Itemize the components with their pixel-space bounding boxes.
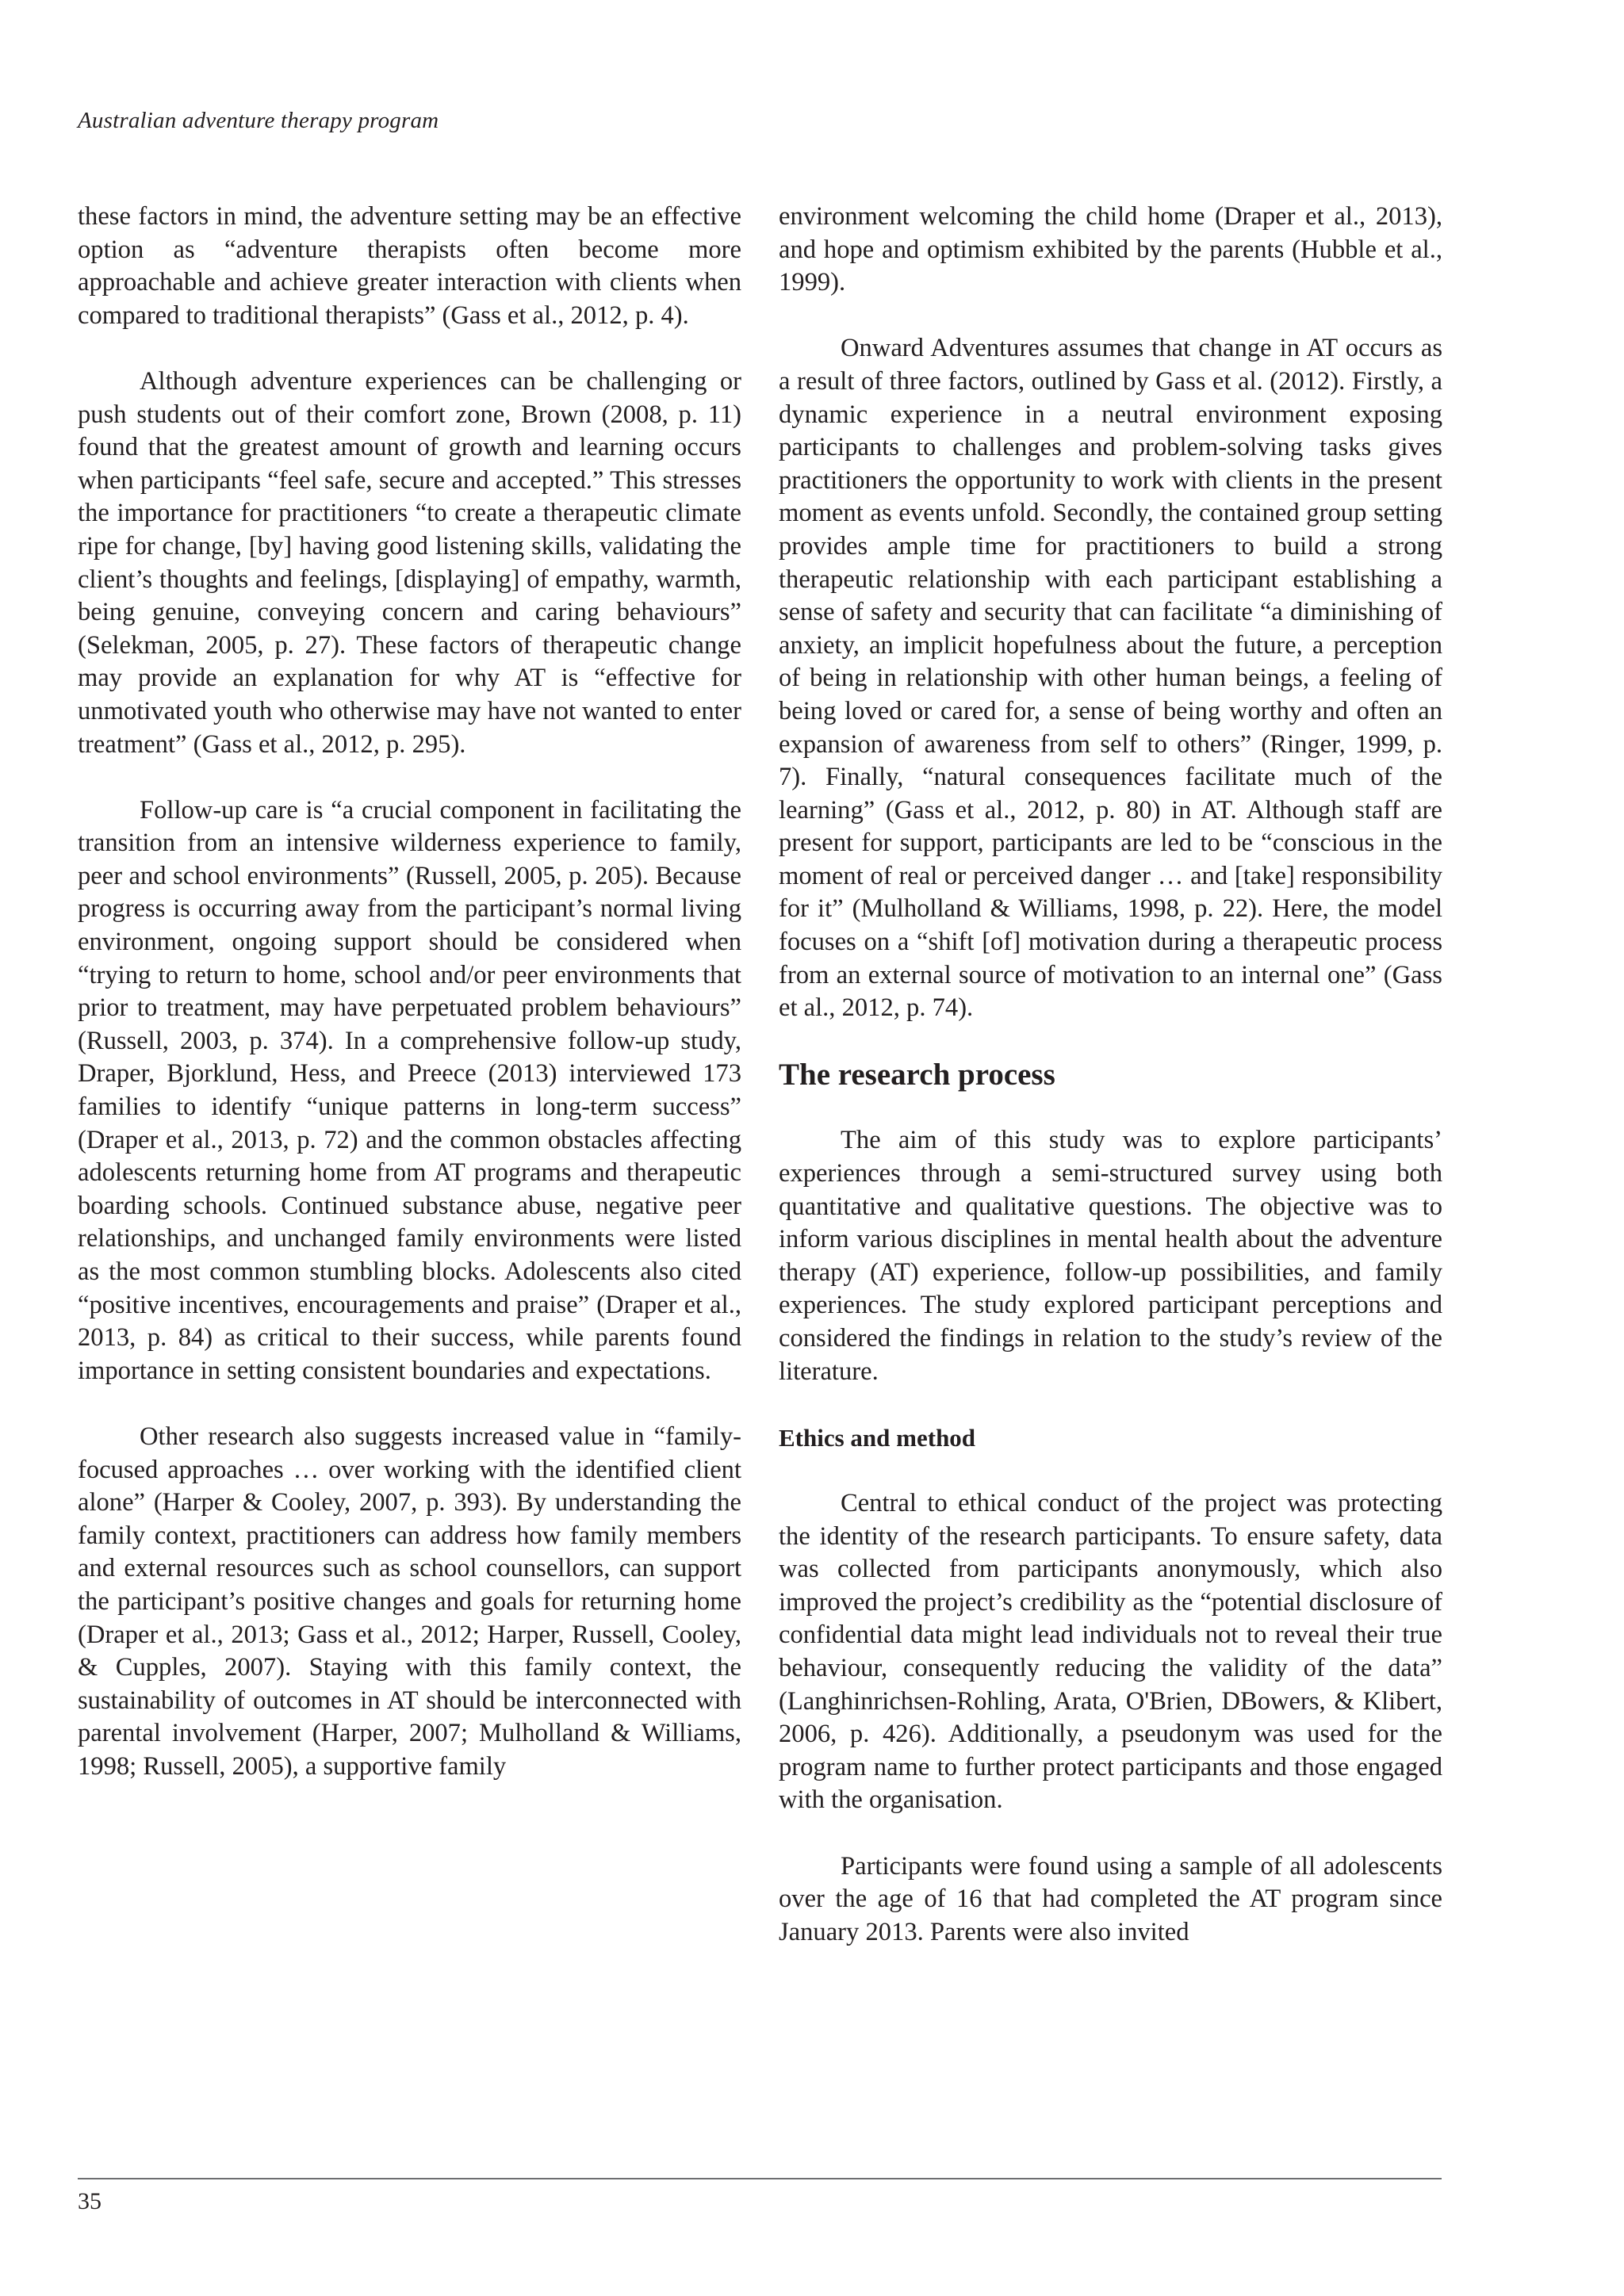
- section-heading: The research process: [779, 1058, 1055, 1093]
- body-paragraph: environment welcoming the child home (Draper et al., 2013), and hope and optimism exhibited by the parents (Hubble et al., 1999).: [779, 202, 1442, 297]
- body-paragraph: Although adventure experiences can be challenging or push students out of their comfort zone, Brown (2008, p. 11) found that the greatest amount of growth and learning occurs when participants “feel safe, secure and accepted.” This stresses the importance for practitioners “to create a therapeutic climate ripe for change, [by] having good listening skills, validating the client’s thoughts and feelings, [displaying] of empathy, warmth, being genuine, conveying concern and caring behaviours” (Selekman, 2005, p. 27). These factors of therapeutic change may provide an explanation for why AT is “effective for unmotivated youth who otherwise may have not wanted to enter treatment” (Gass et al., 2012, p. 295).: [78, 366, 741, 759]
- subsection-heading: Ethics and method: [779, 1423, 976, 1452]
- body-paragraph: these factors in mind, the adventure setting may be an effective option as “adventure therapists often become more approachable and achieve greater interaction with clients when compared to traditional therapists” (Gass et al., 2012, p. 4).: [78, 202, 741, 330]
- footer-divider: [78, 2178, 1442, 2179]
- body-paragraph: Central to ethical conduct of the project was protecting the identity of the research participants. To ensure safety, data was collected from participants anonymously, which also improved the project’s credibility as the “potential disclosure of confidential data might lead individuals not to reveal their true behaviour, consequently reducing the validity of the data” (Langhinrichsen-Rohling, Arata, O'Brien, DBowers, & Klibert, 2006, p. 426). Additionally, a pseudonym was used for the program name to further protect participants and those engaged with the organisation.: [779, 1488, 1442, 1815]
- body-paragraph: Participants were found using a sample of all adolescents over the age of 16 that had completed the AT program since January 2013. Parents were also invited: [779, 1851, 1442, 1946]
- body-paragraph: Onward Adventures assumes that change in AT occurs as a result of three factors, outlined by Gass et al. (2012). Firstly, a dynamic experience in a neutral environment exposing participants to challenges and problem-solving tasks gives practitioners the opportunity to work with clients in the present moment as events unfold. Secondly, the contained group setting provides ample time for practitioners to build a strong therapeutic relationship with each participant establishing a sense of safety and security that can facilitate “a diminishing of anxiety, an implicit hopefulness about the future, a perception of being in relationship with other human beings, a feeling of being loved or cared for, a sense of being worthy and often an expansion of awareness from self to others” (Ringer, 1999, p. 7). Finally, “natural consequences facilitate much of the learning” (Gass et al., 2012, p. 80) in AT. Although staff are present for support, participants are led to be “conscious in the moment of real or perceived danger … and [take] responsibility for it” (Mulholland & Williams, 1998, p. 22). Here, the model focuses on a “shift [of] motivation during a therapeutic process from an external source of motivation to an internal one” (Gass et al., 2012, p. 74).: [779, 334, 1442, 1023]
- body-paragraph: The aim of this study was to explore participants’ experiences through a semi-structured survey using both quantitative and qualitative questions. The objective was to inform various disciplines in mental health about the adventure therapy (AT) experience, follow-up possibilities, and family experiences. The study explored participant perceptions and considered the findings in relation to the study’s review of the literature.: [779, 1126, 1442, 1386]
- left-column: [78, 201, 741, 1816]
- right-column: [779, 201, 1442, 1982]
- running-title: Australian adventure therapy program: [78, 108, 439, 133]
- page-number: 35: [78, 2188, 102, 2214]
- body-paragraph: Follow-up care is “a crucial component in facilitating the transition from an intensive wilderness experience to family, peer and school environments” (Russell, 2005, p. 205). Because progress is occurring away from the participant’s normal living environment, ongoing support should be considered when “trying to return to home, school and/or peer environments that prior to treatment, may have perpetuated problem behaviours” (Russell, 2003, p. 374). In a comprehensive follow-up study, Draper, Bjorklund, Hess, and Preece (2013) interviewed 173 families to identify “unique patterns in long-term success” (Draper et al., 2013, p. 72) and the common obstacles affecting adolescents returning home from AT programs and therapeutic boarding schools. Continued substance abuse, negative peer relationships, and unchanged family environments were listed as the most common stumbling blocks. Adolescents also cited “positive incentives, encouragements and praise” (Draper et al., 2013, p. 84) as critical to their success, while parents found importance in setting consistent boundaries and expectations.: [78, 795, 741, 1385]
- body-paragraph: Other research also suggests increased value in “family-focused approaches … over working with the identified client alone” (Harper & Cooley, 2007, p. 393). By understanding the family context, practitioners can address how family members and external resources such as school counsellors, can support the participant’s positive changes and goals for returning home (Draper et al., 2013; Gass et al., 2012; Harper, Russell, Cooley, & Cupples, 2007). Staying with this family context, the sustainability of outcomes in AT should be interconnected with parental involvement (Harper, 2007; Mulholland & Williams, 1998; Russell, 2005), a supportive family: [78, 1422, 741, 1781]
